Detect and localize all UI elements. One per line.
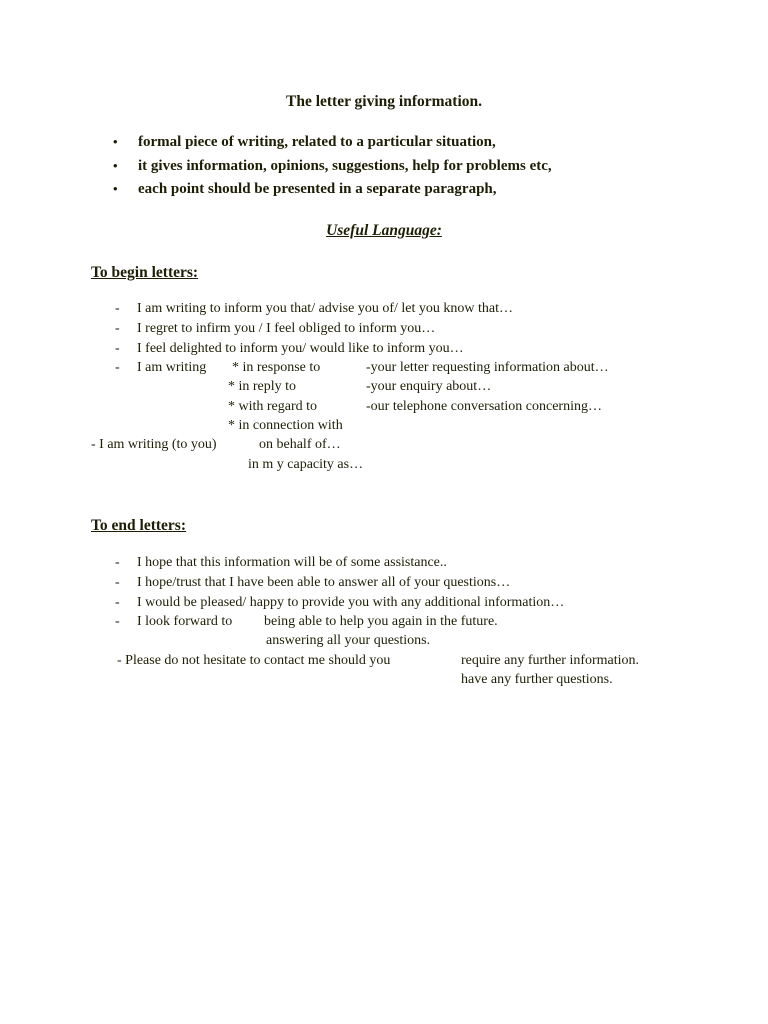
end-phrase <box>115 595 564 611</box>
begin-phrase-text: I regret to infirm you / I feel obliged to inform you… <box>137 321 436 336</box>
dash-marker: - <box>115 321 120 336</box>
bullet-icon: • <box>113 134 118 149</box>
begin-phrase <box>115 360 206 376</box>
end-phrase <box>115 555 447 571</box>
bullet-text: formal piece of writing, related to a particular situation, <box>138 134 496 150</box>
writing-preposition: * in response to <box>232 360 321 375</box>
hesitate-option: require any further information. <box>461 653 640 668</box>
useful-language-heading: Useful Language: <box>326 222 442 239</box>
bullet-item <box>113 181 497 198</box>
forward-lead: I look forward to <box>137 614 233 629</box>
bullet-icon: • <box>113 158 118 173</box>
bullet-icon: • <box>113 181 118 196</box>
forward-option: answering all your questions. <box>266 633 431 648</box>
begin-phrase-text: I feel delighted to inform you/ would like to inform you… <box>137 341 464 356</box>
dash-marker: - <box>115 341 120 356</box>
writing-object: -your letter requesting information about… <box>366 360 609 375</box>
begin-phrase <box>115 301 513 317</box>
hesitate-option: have any further questions. <box>461 672 613 687</box>
writing-lead: I am writing <box>137 360 207 375</box>
hesitate-lead: - Please do not hesitate to contact me should you <box>117 653 391 668</box>
dash-marker: - <box>115 555 120 570</box>
dash-marker: - <box>115 301 120 316</box>
forward-option: being able to help you again in the future. <box>264 614 498 629</box>
document-title: The letter giving information. <box>285 93 483 110</box>
end-phrase-text: I hope/trust that I have been able to answer all of your questions… <box>137 575 511 590</box>
writing-preposition: * with regard to <box>228 399 318 414</box>
begin-phrase <box>115 321 435 337</box>
end-phrase <box>115 575 510 591</box>
behalf-option: in m y capacity as… <box>248 457 364 472</box>
dash-marker: - <box>115 575 120 590</box>
end-phrase-text: I would be pleased/ happy to provide you with any additional information… <box>137 595 565 610</box>
writing-preposition: * in reply to <box>228 379 297 394</box>
dash-marker: - <box>115 614 120 629</box>
end-letters-heading: To end letters: <box>91 517 186 534</box>
dash-marker: - <box>115 360 120 375</box>
writing-object: -our telephone conversation concerning… <box>366 399 602 414</box>
bullet-item <box>113 158 552 175</box>
end-phrase <box>115 614 232 630</box>
bullet-item <box>113 134 496 151</box>
writing-object: -your enquiry about… <box>366 379 492 394</box>
behalf-lead: - I am writing (to you) <box>91 437 217 452</box>
begin-letters-heading: To begin letters: <box>91 264 199 281</box>
bullet-text: it gives information, opinions, suggestions, help for problems etc, <box>138 158 552 174</box>
dash-marker: - <box>115 595 120 610</box>
begin-phrase-text: I am writing to inform you that/ advise you of/ let you know that… <box>137 301 513 316</box>
writing-preposition: * in connection with <box>228 418 343 433</box>
begin-phrase <box>115 341 464 357</box>
end-phrase-text: I hope that this information will be of some assistance.. <box>137 555 447 570</box>
behalf-option: on behalf of… <box>259 437 341 452</box>
bullet-text: each point should be presented in a separate paragraph, <box>138 181 497 197</box>
